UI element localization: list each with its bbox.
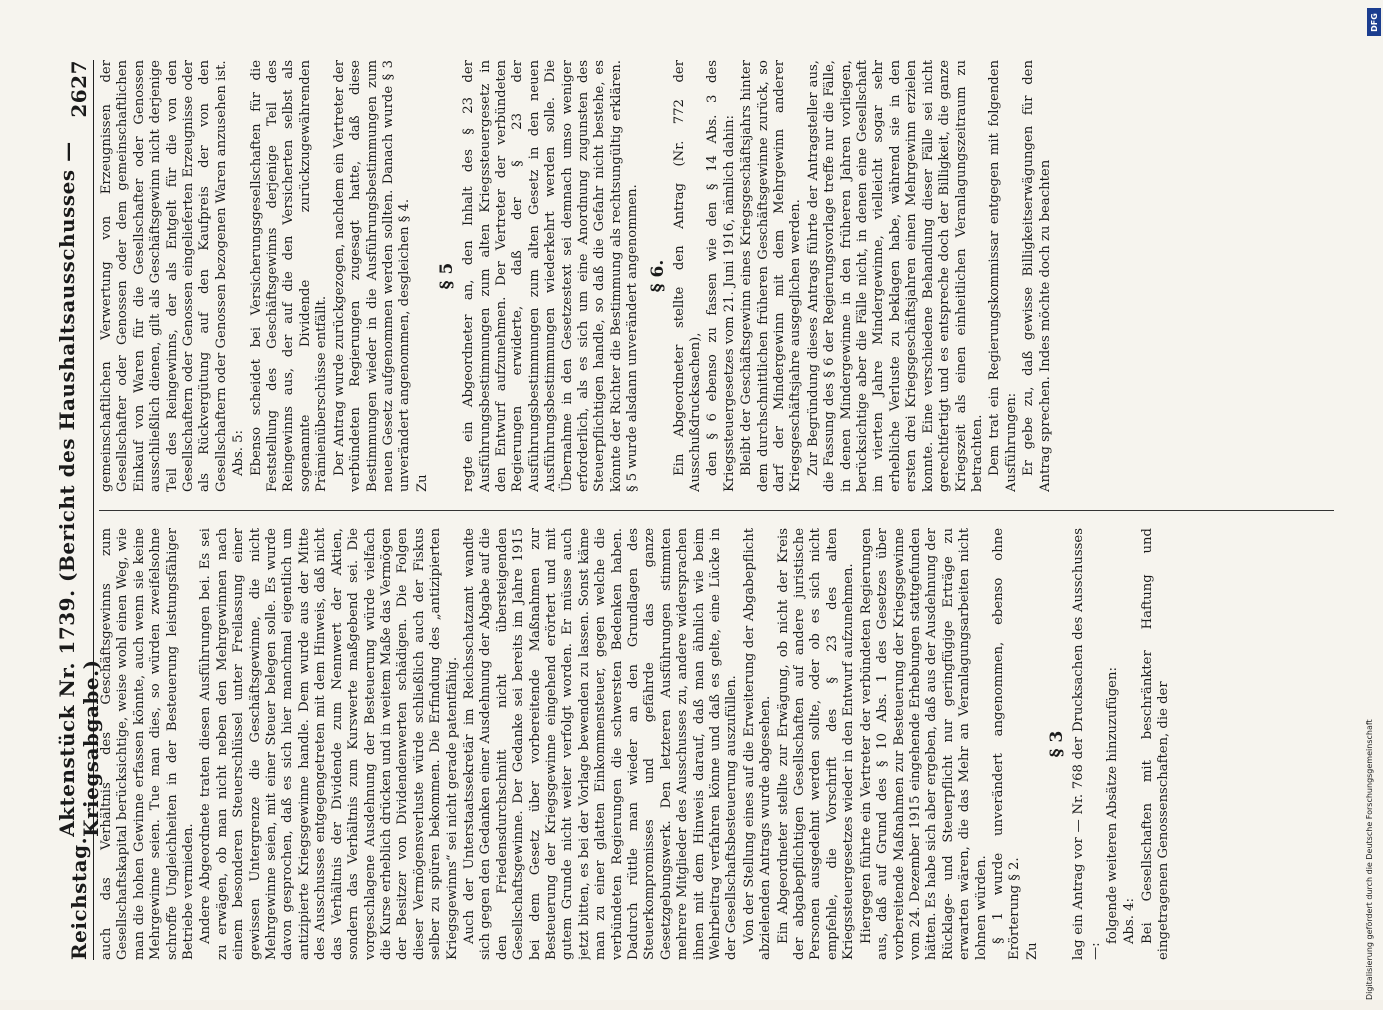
- header-left: Reichstag.: [67, 836, 91, 960]
- paragraph: Er gebe zu, daß gewisse Billigkeitserwägungen für den Antrag sprechen. Indes möchte doch zu beachten: [1021, 60, 1053, 492]
- paragraph: Hiergegen führte ein Vertreter der verbündeten Regierungen aus, daß auf Grund des § 10 Abs. 1 des Gesetzes über vorbereitende Maßnahmen zur Besteuerung der Kriegsgewinne vom 24. Dezember 1915 eingehende Erhebungen stattgefunden hätten. Es habe sich aber ergeben, daß aus der Ausdehnung der Rücklage- und Steuerpflicht nur geringfügige Erträge zu erwarten wären, die das Mehr an Veranlagungsarbeiten nicht lohnen würden.: [858, 528, 989, 960]
- paragraph: Ebenso scheidet bei Versicherungsgesellschaften für die Feststellung des Geschäftsgewinns derjenige Teil des Reingewinns aus, der auf die den Versicherten selbst als sogenannte Dividende zurückzugewährenden Prämienüberschüsse entfällt.: [248, 60, 330, 492]
- paragraph: regte ein Abgeordneter an, den Inhalt des § 23 der Ausführungsbestimmungen zum alten Kriegssteuergesetz in den Entwurf aufzunehmen. Der Vertreter der verbündeten Regierungen erwiderte, daß der § 23 der Ausführungsbestimmungen zum alten Gesetz in den neuen Ausführungsbestimmungen wiederkehrt werden solle. Die Übernahme in den Gesetzestext sei demnach umso weniger erforderlich, als es sich um eine Anordnung zugunsten des Steuerpflichtigen handle, so daß die Gefahr nicht bestehe, es könnte der Richter die Bestimmung als rechtsungültig erklären. § 5 wurde alsdann unverändert angenommen.: [461, 60, 641, 492]
- right-column: [99, 60, 1334, 492]
- paragraph: Zu: [1024, 942, 1040, 960]
- paragraph: Abs. 4:: [1122, 898, 1138, 944]
- text-columns: [99, 60, 1334, 960]
- digitization-note: Digitalisierung gefördert durch die Deutsche Forschungsgemeinschaft: [1365, 719, 1374, 1000]
- paragraph: Auch der Unterstaatssekretär im Reichsschatzamt wandte sich gegen den Gedanken einer Ausdehnung der Abgabe auf die den Friedensdurchschnitt nicht übersteigenden Gesellschaftsgewinne. Der Gedanke sei bereits im Jahre 1915 bei dem Gesetz über vorbereitende Maßnahmen zur Besteuerung der Kriegsgewinne eingehend erörtert und mit gutem Grunde nicht weiter verfolgt worden. Er müsse auch jetzt bitten, es bei der Vorlage bewenden zu lassen. Sonst käme man zu einer glatten Einkommensteuer, gegen welche die verbündeten Regierungen die schwersten Bedenken haben. Dadurch rüttle man wieder an den Grundlagen des Steuerkompromisses und gefährde das ganze Gesetzgebungswerk. Den letzteren Ausführungen stimmten mehrere Mitglieder des Ausschusses zu, andere widersprachen ihnen mit dem Hinweis darauf, daß man ähnlich wie beim Wehrbeitrag verfahren könne und daß es gelte, eine Lücke in der Gesellschaftsbesteuerung auszufüllen.: [461, 528, 740, 960]
- paragraph: Der Antrag wurde zurückgezogen, nachdem ein Vertreter der verbündeten Regierungen zugesagt hatte, daß diese Bestimmungen wieder in die Ausführungsbestimmungen zum neuen Gesetz aufgenommen werden sollten. Danach wurde § 3 unverändert angenommen, desgleichen § 4.: [331, 60, 413, 492]
- column-divider: [99, 510, 1334, 511]
- paragraph: Bleibt der Geschäftsgewinn eines Kriegsgeschäftsjahrs hinter dem durchschnittlichen früheren Geschäftsgewinne zurück, so darf der Mindergewinn mit dem Mehrgewinn anderer Kriegsgeschäftsjahre ausgeglichen werden.: [739, 60, 804, 492]
- header-title: Aktenstück Nr. 1739. (Bericht des Haushaltsausschusses — Kriegsabgabe.): [55, 141, 103, 837]
- page-number: 2627: [67, 60, 91, 118]
- paragraph: den § 6 ebenso zu fassen wie den § 14 Abs. 3 des Kriegssteuergesetzes vom 21. Juni 1916, nämlich dahin:: [705, 60, 737, 492]
- paragraph: § 1 wurde unverändert angenommen, ebenso ohne Erörterung § 2.: [990, 528, 1023, 960]
- digitization-note-wrap: [1365, 690, 1377, 1010]
- rotated-content: [55, 60, 1340, 960]
- section-heading: § 5: [437, 262, 458, 290]
- running-header: [55, 60, 103, 960]
- paragraph: Ein Abgeordneter stellte den Antrag (Nr. 772 der Ausschußdrucksachen),: [671, 60, 703, 492]
- paragraph: gemeinschaftlichen Verwertung von Erzeugnissen der Gesellschafter oder Genossen oder dem gemeinschaftlichen Einkauf von Waren für die Gesellschafter oder Genossen ausschließlich dienen, gilt als Geschäftsgewinn nicht derjenige Teil des Reingewinns, der als Entgelt für die von den Gesellschaftern oder Genossen eingelieferten Erzeugnisse oder als Rückvergütung auf den Kaufpreis der von den Gesellschaftern oder Genossen bezogenen Waren anzusehen ist.: [99, 60, 229, 492]
- paragraph: Andere Abgeordnete traten diesen Ausführungen bei. Es sei zu erwägen, ob man nicht neben den Mehrgewinnen nach einem besonderen Steuerschlüssel unter Freilassung einer gewissen Untergrenze die Geschäftsgewinne, die nicht Mehrgewinne seien, mit einer Steuer belegen solle. Es wurde davon gesprochen, daß es sich hier manchmal eigentlich um antizipierte Kriegsgewinne handle. Dem wurde aus der Mitte des Ausschusses entgegengetreten mit dem Hinweis, daß nicht das Verhältnis der Dividende zum Nennwert der Aktien, sondern das Verhältnis zum Kurswerte maßgebend sei. Die vorgeschlagene Ausdehnung der Besteuerung würde vielfach die Kurse erheblich drücken und in weitem Maße das Vermögen der Besitzer von Dividendenwerten schädigen. Die Folgen dieser Vermögensverluste würde schließlich auch der Fiskus selber zu spüren bekommen. Die Erfindung des „antizipierten Kriegsgewinns“ sei nicht gerade patentfähig.: [198, 528, 460, 960]
- section-heading: § 6.: [647, 259, 668, 293]
- paragraph: Bei Gesellschaften mit beschränkter Haftung und eingetragenen Genossenschaften, die der: [1139, 528, 1172, 960]
- paragraph: folgende weiteren Absätze hinzuzufügen:: [1104, 667, 1120, 944]
- paragraph: auch das Verhältnis des Geschäftsgewinns zum Gesellschaftskapital berücksichtige, weise wohl einen Weg, wie man die hohen Gewinne erfassen könnte, auch wenn sie keine Mehrgewinne seien. Tue man dies, so würden zweifelsohne schroffe Ungleichheiten in der Besteuerung leistungsfähiger Betriebe vermieden.: [99, 528, 197, 960]
- paragraph: Zu: [414, 474, 430, 492]
- dfg-logo-badge: DFG: [1367, 8, 1381, 36]
- section-heading: § 3: [1047, 730, 1068, 758]
- paragraph: Abs. 5:: [231, 430, 247, 476]
- left-column: [99, 528, 1334, 960]
- paragraph: Dem trat ein Regierungskommissar entgegen mit folgenden Ausführungen:: [987, 60, 1019, 492]
- paragraph: Ein Abgeordneter stellte zur Erwägung, ob nicht der Kreis der abgabepflichtigen Gesellschaften auf andere juristische Personen ausgedehnt werden sollte, oder ob es sich nicht empfehle, die Vorschrift des § 23 des alten Kriegssteuergesetzes wieder in den Entwurf aufzunehmen.: [775, 528, 857, 960]
- paragraph: lag ein Antrag vor — Nr. 768 der Drucksachen des Ausschusses —:: [1071, 528, 1103, 960]
- paragraph: Zur Begründung dieses Antrags führte der Antragsteller aus, die Fassung des § 6 der Regierungsvorlage treffe nur die Fälle, in denen Mindergewinne in den früheren Jahren vorliegen, berücksichtige aber die Fälle nicht, in denen eine Gesellschaft im vierten Jahre Mindergewinne, vielleicht sogar sehr erhebliche Verluste zu beklagen habe, während sie in den ersten drei Kriegsgeschäftsjahren einen Mehrgewinn erzielen konnte. Eine verschiedene Behandlung dieser Fälle sei nicht gerechtfertigt und es entspreche doch der Billigkeit, die ganze Kriegszeit als einen einheitlichen Veranlagungszeitraum zu betrachten.: [805, 60, 985, 492]
- paragraph: Von der Stellung eines auf die Erweiterung der Abgabepflicht abzielenden Antrags wurde abgesehen.: [741, 528, 774, 960]
